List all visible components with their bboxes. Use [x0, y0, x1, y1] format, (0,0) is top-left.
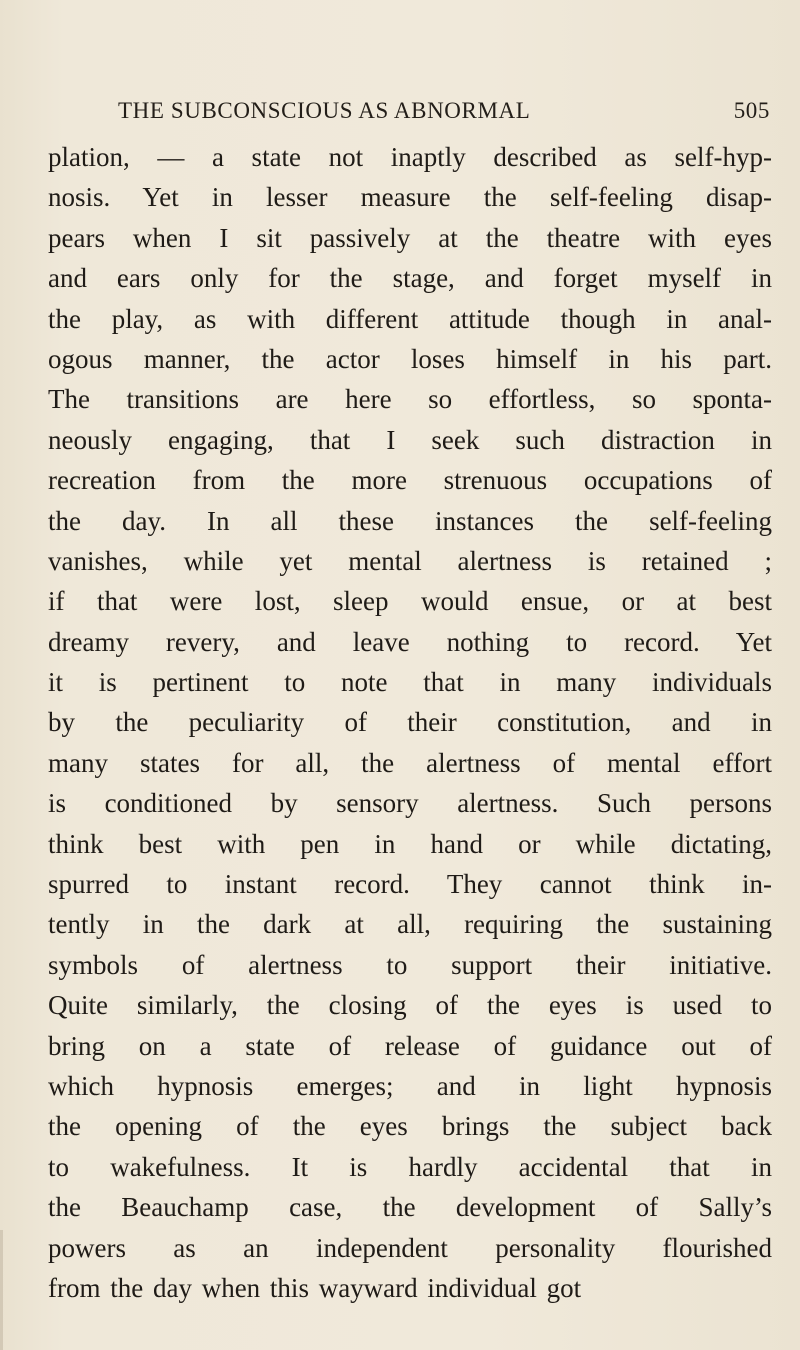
text-line: it is pertinent to note that in many individuals [48, 667, 772, 698]
text-line: spurred to instant record. They cannot think in- [48, 869, 772, 900]
text-line: neously engaging, that I seek such distraction in [48, 424, 772, 455]
text-line: plation, — a state not inaptly described as self-hyp- [48, 142, 772, 172]
text-line: which hypnosis emerges; and in light hypnosis [48, 1070, 772, 1101]
page-number: 505 [733, 98, 770, 123]
text-line: and ears only for the stage, and forget myself in [48, 263, 772, 294]
running-head-title: THE SUBCONSCIOUS AS ABNORMAL [118, 98, 531, 123]
running-head [118, 98, 770, 130]
text-line: nosis. Yet in lesser measure the self-feeling disap- [48, 182, 772, 213]
text-line: the day. In all these instances the self-feeling [48, 505, 772, 536]
text-line: symbols of alertness to support their initiative. [48, 949, 772, 980]
text-line: pears when I sit passively at the theatre with eyes [48, 222, 772, 253]
text-line: The transitions are here so effortless, so sponta- [48, 384, 772, 415]
text-line: from the day when this wayward individual got [48, 1272, 582, 1303]
text-line: is conditioned by sensory alertness. Such persons [48, 788, 772, 819]
text-line: many states for all, the alertness of mental effort [48, 747, 772, 778]
text-line: think best with pen in hand or while dictating, [48, 828, 772, 859]
text-line: Quite similarly, the closing of the eyes is used to [48, 990, 772, 1021]
text-line: if that were lost, sleep would ensue, or at best [48, 586, 772, 617]
text-line: the opening of the eyes brings the subject back [48, 1111, 772, 1142]
text-line: vanishes, while yet mental alertness is retained ; [48, 545, 772, 576]
text-line: bring on a state of release of guidance out of [48, 1030, 772, 1061]
text-line: powers as an independent personality flourished [48, 1232, 772, 1263]
page-edge-shadow [0, 1230, 3, 1350]
text-line: to wakefulness. It is hardly accidental that in [48, 1151, 772, 1182]
text-line: recreation from the more strenuous occupations of [48, 465, 772, 496]
body-text [48, 137, 772, 1308]
text-line: the Beauchamp case, the development of Sally’s [48, 1192, 772, 1223]
text-line: ogous manner, the actor loses himself in his part. [48, 343, 772, 374]
text-line: dreamy revery, and leave nothing to record. Yet [48, 626, 772, 657]
text-line: by the peculiarity of their constitution, and in [48, 707, 772, 738]
text-line: tently in the dark at all, requiring the sustaining [48, 909, 772, 940]
text-line: the play, as with different attitude though in anal- [48, 303, 772, 334]
